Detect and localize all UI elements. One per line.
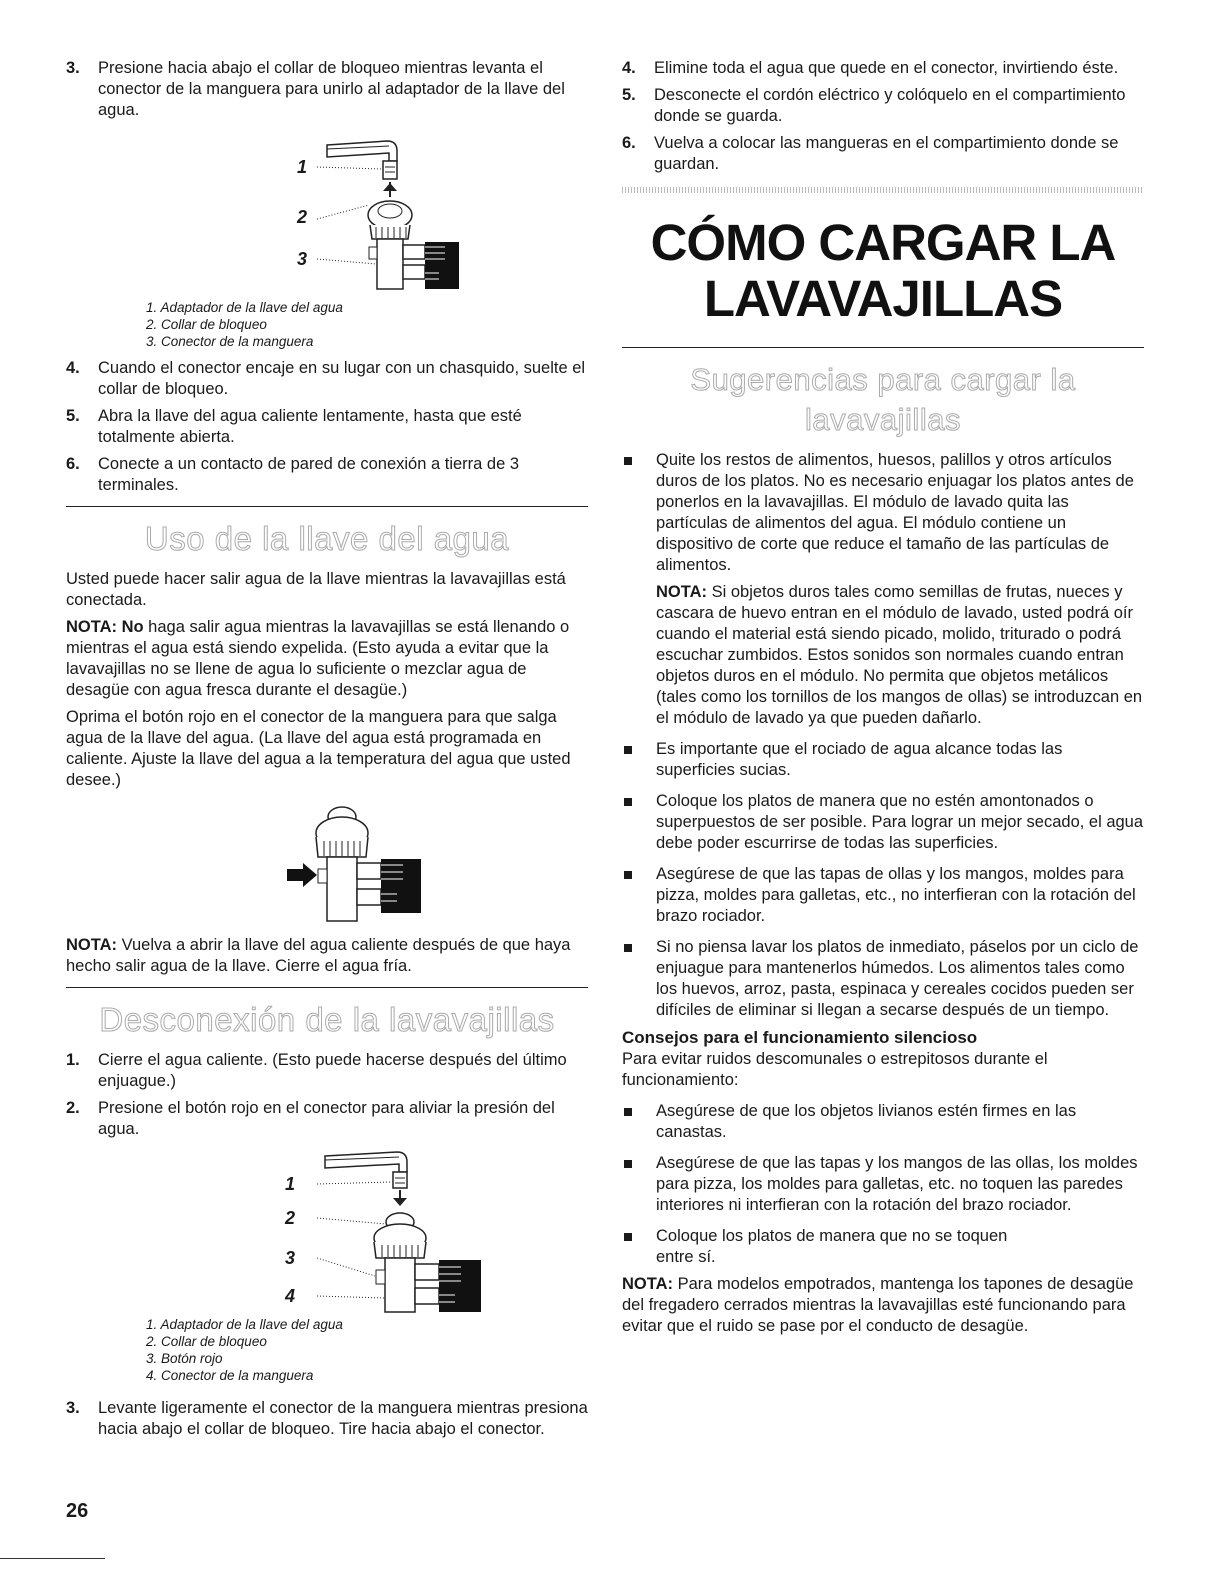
list-item xyxy=(622,1226,1144,1268)
note-label: NOTA: xyxy=(622,1275,674,1293)
step-item xyxy=(622,133,1144,175)
step-text: Desconecte el cordón eléctrico y colóquelo en el compartimiento donde se guarda. xyxy=(654,86,1126,125)
figure-callout: 3 xyxy=(285,1248,296,1268)
figure-caption: 2. Collar de bloqueo xyxy=(146,1334,267,1349)
list-item-text: Coloque los platos de manera que no se toquen entre sí. xyxy=(656,1227,1008,1266)
bullet-marker xyxy=(624,1160,632,1168)
figure-callout: 3 xyxy=(297,249,308,269)
step-text: Cierre el agua caliente. (Esto puede hacerse después del último enjuague.) xyxy=(98,1051,567,1090)
figure-callout: 4 xyxy=(285,1286,296,1306)
list-item-text: Quite los restos de alimentos, huesos, palillos y otros artículos duros de los platos. No es necesario enjuagar los platos antes de ponerlos en la lavavajillas. El módulo de lavado quita las partículas de alimentos del agua. El módulo contiene un dispositivo de corte que reduce el tamaño de las partículas de alimentos. xyxy=(656,451,1134,574)
step-number: 4. xyxy=(622,59,636,77)
note-paragraph xyxy=(622,582,1144,729)
faucet-connect-figure xyxy=(177,127,477,297)
figure-callout: 1 xyxy=(285,1174,296,1194)
step-number: 1. xyxy=(66,1051,80,1069)
step-item xyxy=(622,58,1144,79)
list-item-text: Si no piensa lavar los platos de inmediato, páselos por un ciclo de enjuague para mantenerlos húmedos. Los alimentos tales como los huevos, arroz, pasta, espinaca y cereales cocidos pueden ser difíciles de eliminar si llegan a secarse después de un tiempo. xyxy=(656,938,1139,1019)
step-item xyxy=(622,85,1144,127)
list-item xyxy=(622,1101,1144,1143)
disconnect-illustration xyxy=(167,1146,487,1314)
list-item xyxy=(622,791,1144,854)
section-divider xyxy=(66,987,588,988)
step-item xyxy=(66,1050,588,1092)
step-number: 6. xyxy=(622,134,636,152)
note-text: Para modelos empotrados, mantenga los tapones de desagüe del fregadero cerrados mientras la lavavajillas esté funcionando para evitar que el ruido se pase por el conducto de desagüe. xyxy=(622,1275,1134,1335)
step-item xyxy=(66,1398,588,1440)
step-item xyxy=(66,58,588,121)
list-item-text: Asegúrese de que las tapas y los mangos de las ollas, los moldes para pizza, los moldes para galletas, etc. no toquen las paredes interiores ni interfieran con la rotación del brazo rociador. xyxy=(656,1154,1138,1214)
section-heading-sugerencias: Sugerencias para cargar la lavavajillas xyxy=(690,362,1076,437)
step-number: 5. xyxy=(66,407,80,425)
step-item xyxy=(66,358,588,400)
bullet-marker xyxy=(624,1108,632,1116)
list-item xyxy=(622,450,1144,576)
list-item xyxy=(622,1153,1144,1216)
figure-callout: 1 xyxy=(297,157,308,177)
list-item xyxy=(622,739,1144,781)
chapter-divider xyxy=(622,187,1144,193)
bullet-marker xyxy=(624,944,632,952)
list-item xyxy=(622,937,1144,1021)
chapter-title-line: CÓMO CARGAR LA xyxy=(650,214,1116,271)
right-column xyxy=(622,58,1144,1343)
step-text: Elimine toda el agua que quede en el conector, invirtiendo éste. xyxy=(654,59,1119,77)
note-label: NOTA: xyxy=(656,583,708,601)
step-item xyxy=(66,1098,588,1140)
step-text: Levante ligeramente el conector de la manguera mientras presiona hacia abajo el collar de bloqueo. Tire hacia abajo el conector. xyxy=(98,1399,588,1438)
paragraph: Oprima el botón rojo en el conector de la manguera para que salga agua de la llave del agua. (La llave del agua está programada en caliente. Ajuste la llave del agua a la temperatura del agua que usted desee.) xyxy=(66,708,571,789)
note-label: NOTA: No xyxy=(66,618,144,636)
section-heading-uso: Uso de la llave del agua xyxy=(144,520,510,557)
section-divider xyxy=(622,347,1144,348)
step-item xyxy=(66,406,588,448)
bullet-marker xyxy=(624,746,632,754)
footer-rule xyxy=(0,1558,105,1559)
list-item-text: Asegúrese de que las tapas de ollas y los mangos, moldes para pizza, moldes para galletas, etc., no interfieran con la rotación del brazo rociador. xyxy=(656,865,1136,925)
step-item xyxy=(66,454,588,496)
red-button-illustration xyxy=(177,797,477,927)
note-text: Vuelva a abrir la llave del agua caliente después de que haya hecho salir agua de la llave. Cierre el agua fría. xyxy=(66,936,571,975)
figure-captions xyxy=(66,299,588,350)
figure-caption: 3. Conector de la manguera xyxy=(146,334,314,349)
note-paragraph xyxy=(66,617,588,701)
figure-caption: 1. Adaptador de la llave del agua xyxy=(146,300,343,315)
note-paragraph xyxy=(66,935,588,977)
red-button-figure xyxy=(177,797,477,927)
page-number: 26 xyxy=(66,1500,89,1522)
figure-callout: 2 xyxy=(285,1208,296,1228)
note-paragraph xyxy=(622,1274,1144,1337)
step-text: Cuando el conector encaje en su lugar con un chasquido, suelte el collar de bloqueo. xyxy=(98,359,586,398)
disconnect-figure xyxy=(167,1146,487,1314)
note-text: Si objetos duros tales como semillas de frutas, nueces y cascara de huevo entran en el módulo de lavado, usted podrá oír cuando el material está siendo picado, molido, triturado o podrá escuchar zumbidos. Estos sonidos son normales cuando entran objetos duros en el módulo. No permita que objetos metálicos (tales como los tornillos de los mangos de ollas) se introduzcan en el módulo de lavado ya que pueden dañarlo. xyxy=(656,583,1143,727)
step-number: 3. xyxy=(66,1399,80,1417)
bullet-marker xyxy=(624,798,632,806)
bullet-marker xyxy=(624,1233,632,1241)
chapter-title xyxy=(622,215,1144,327)
section-heading-desconexion: Desconexión de la lavavajillas xyxy=(99,1001,555,1038)
figure-captions xyxy=(66,1316,588,1384)
chapter-title-line: LAVAVAJILLAS xyxy=(703,270,1063,327)
step-text: Abra la llave del agua caliente lentamente, hasta que esté totalmente abierta. xyxy=(98,407,522,446)
figure-caption: 2. Collar de bloqueo xyxy=(146,317,267,332)
note-label: NOTA: xyxy=(66,936,118,954)
figure-caption: 1. Adaptador de la llave del agua xyxy=(146,1317,343,1332)
list-item-text: Coloque los platos de manera que no estén amontonados o superpuestos de ser posible. Para lograr un mejor secado, el agua debe poder escurrirse de todas las superficies. xyxy=(656,792,1144,852)
figure-callout: 2 xyxy=(297,207,308,227)
bullet-marker xyxy=(624,457,632,465)
section-divider xyxy=(66,506,588,507)
bullet-marker xyxy=(624,871,632,879)
paragraph: Para evitar ruidos descomunales o estrepitosos durante el funcionamiento: xyxy=(622,1050,1048,1089)
figure-caption: 3. Botón rojo xyxy=(146,1351,223,1366)
step-number: 4. xyxy=(66,359,80,377)
step-text: Presione el botón rojo en el conector para aliviar la presión del agua. xyxy=(98,1099,555,1138)
step-text: Vuelva a colocar las mangueras en el compartimiento donde se guardan. xyxy=(654,134,1119,173)
step-text: Conecte a un contacto de pared de conexión a tierra de 3 terminales. xyxy=(98,455,520,494)
note-text: haga salir agua mientras la lavavajillas se está llenando o mientras el agua está siendo expelida. (Esto ayuda a evitar que la lavavajillas no se llene de agua lo suficiente o mezclar agua de desagüe con agua fresca durante el desagüe.) xyxy=(66,618,570,699)
faucet-connect-illustration xyxy=(177,127,477,297)
paragraph: Usted puede hacer salir agua de la llave mientras la lavavajillas está conectada. xyxy=(66,570,566,609)
step-number: 2. xyxy=(66,1099,80,1117)
figure-caption: 4. Conector de la manguera xyxy=(146,1368,314,1383)
list-item-text: Es importante que el rociado de agua alcance todas las superficies sucias. xyxy=(656,740,1063,779)
left-column xyxy=(66,58,588,1446)
subsection-heading: Consejos para el funcionamiento silencioso xyxy=(622,1028,978,1047)
step-text: Presione hacia abajo el collar de bloqueo mientras levanta el conector de la manguera para unirlo al adaptador de la llave del agua. xyxy=(98,59,565,119)
step-number: 6. xyxy=(66,455,80,473)
list-item xyxy=(622,864,1144,927)
step-number: 5. xyxy=(622,86,636,104)
list-item-text: Asegúrese de que los objetos livianos estén firmes en las canastas. xyxy=(656,1102,1077,1141)
step-number: 3. xyxy=(66,59,80,77)
